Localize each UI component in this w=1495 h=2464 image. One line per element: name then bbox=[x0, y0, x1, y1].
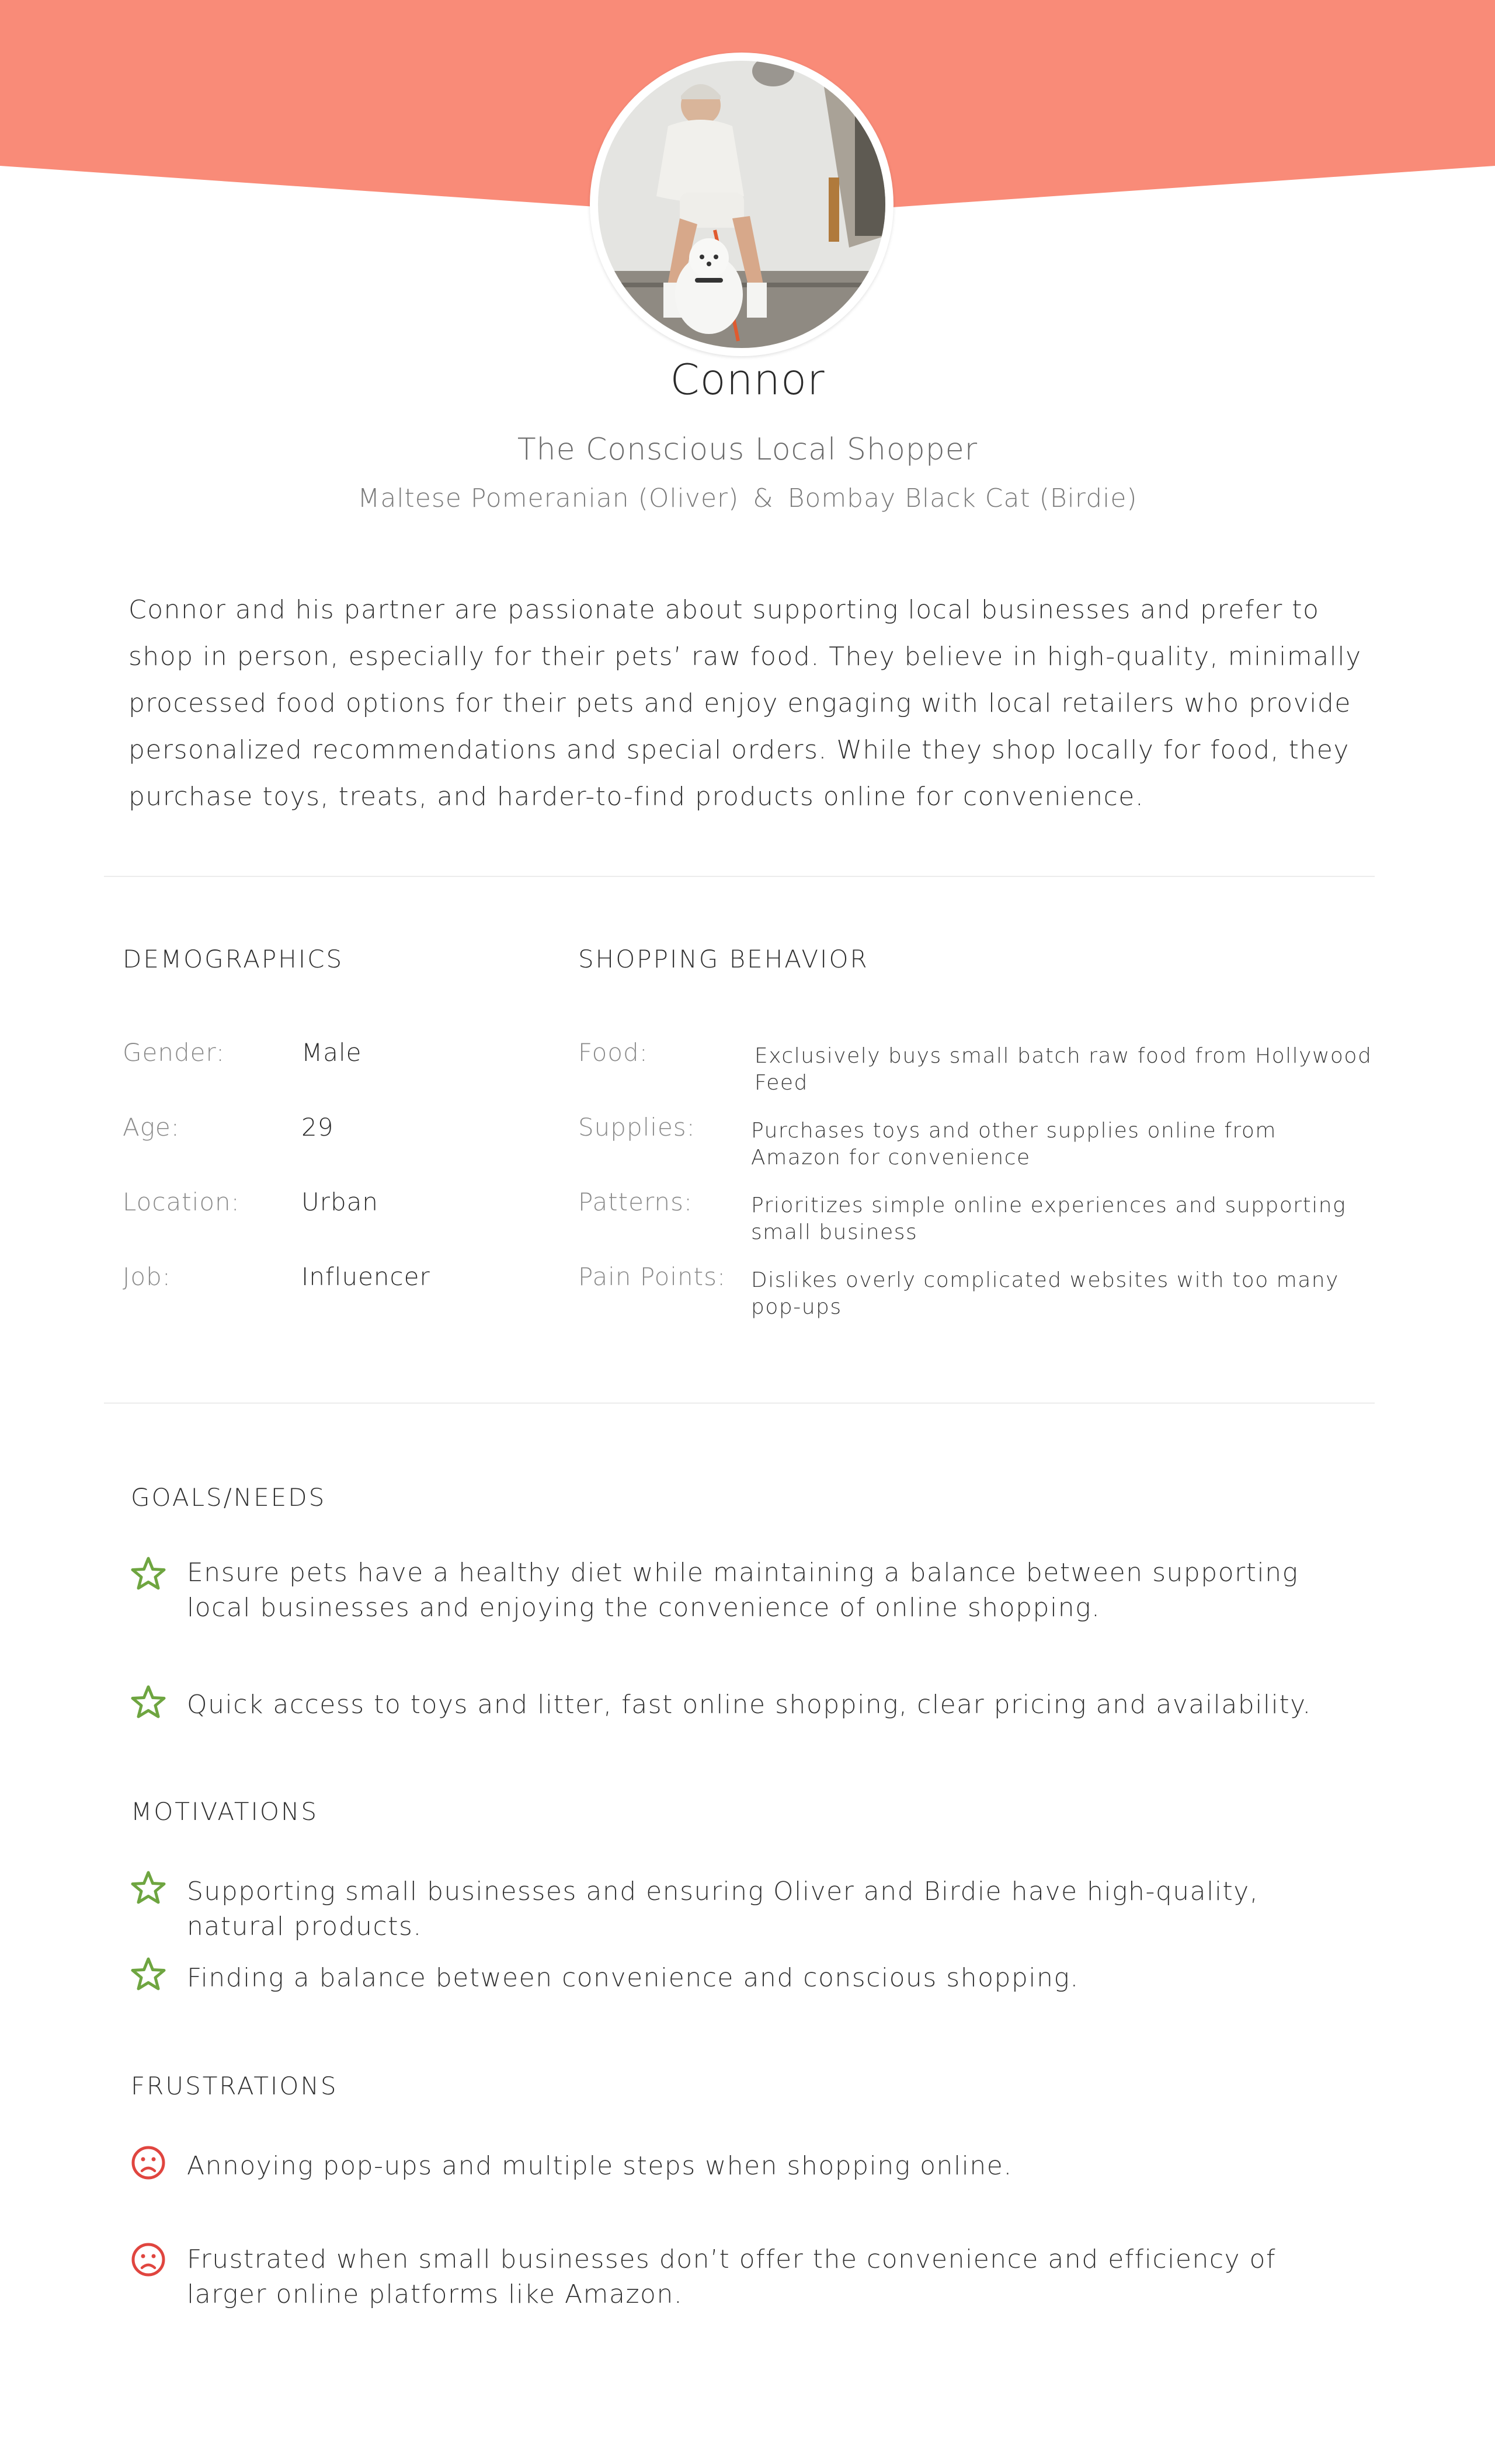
motivations-heading: MOTIVATIONS bbox=[131, 1797, 319, 1826]
frustration-item: Annoying pop-ups and multiple steps when shopping online. bbox=[187, 2151, 1013, 2181]
frustration-item: Frustrated when small businesses don’t offer the convenience and efficiency of larger online platforms like Amazon. bbox=[187, 2244, 1276, 2309]
demographics-value-location: Urban bbox=[301, 1188, 379, 1216]
behavior-value-supplies: Purchases toys and other supplies online from Amazon for convenience bbox=[751, 1119, 1277, 1170]
divider bbox=[104, 876, 1375, 877]
persona-title: The Conscious Local Shopper bbox=[517, 432, 978, 467]
behavior-value-food: Exclusively buys small batch raw food from Hollywood Feed bbox=[755, 1044, 1372, 1095]
avatar-photo bbox=[598, 61, 885, 348]
behavior-label-supplies: Supplies: bbox=[578, 1113, 696, 1141]
sad-face-icon bbox=[130, 2241, 167, 2278]
pet-one: Maltese Pomeranian (Oliver) bbox=[357, 483, 739, 513]
pet-separator: & bbox=[753, 483, 774, 513]
persona-bio: Connor and his partner are passionate about supporting local businesses and prefer to shop in person, especially for their pets’ raw food. They believe in high-quality, minimally processed food options for their pets and enjoy engaging with local retailers who provide personalized recommendations and special orders. While they shop locally for food, they purchase toys, treats, and harder-to-find products online for convenience. bbox=[128, 595, 1362, 812]
demographics-label-age: Age: bbox=[123, 1113, 180, 1141]
goal-item: Ensure pets have a healthy diet while maintaining a balance between supporting local businesses and enjoying the convenience of online shopping. bbox=[187, 1558, 1299, 1623]
demographics-value-gender: Male bbox=[301, 1038, 362, 1067]
frustrations-heading: FRUSTRATIONS bbox=[131, 2072, 338, 2100]
demographics-heading: DEMOGRAPHICS bbox=[123, 945, 344, 973]
shopping-behavior-heading: SHOPPING BEHAVIOR bbox=[578, 945, 869, 973]
behavior-value-pain-points: Dislikes overly complicated websites with too many pop-ups bbox=[751, 1268, 1339, 1319]
goal-item: Quick access to toys and litter, fast online shopping, clear pricing and availability. bbox=[187, 1690, 1312, 1720]
persona-name: Connor bbox=[670, 355, 825, 404]
star-icon bbox=[130, 1555, 167, 1593]
star-icon bbox=[130, 1684, 167, 1721]
star-icon bbox=[130, 1870, 167, 1907]
sad-face-icon bbox=[130, 2144, 167, 2181]
pet-two: Bombay Black Cat (Birdie) bbox=[787, 483, 1138, 513]
motivation-item: Finding a balance between convenience and conscious shopping. bbox=[187, 1963, 1079, 1993]
divider bbox=[104, 1402, 1375, 1404]
motivation-item: Supporting small businesses and ensuring Oliver and Birdie have high-quality, natural products. bbox=[187, 1877, 1259, 1941]
behavior-value-patterns: Prioritizes simple online experiences and supporting small business bbox=[751, 1193, 1347, 1244]
goals-heading: GOALS/NEEDS bbox=[131, 1483, 326, 1512]
behavior-label-food: Food: bbox=[578, 1038, 648, 1067]
demographics-label-location: Location: bbox=[123, 1188, 240, 1216]
demographics-label-gender: Gender: bbox=[123, 1038, 225, 1067]
pets-line bbox=[0, 483, 1495, 513]
behavior-label-pain-points: Pain Points: bbox=[578, 1262, 726, 1291]
avatar bbox=[598, 61, 885, 348]
demographics-label-job: Job: bbox=[123, 1262, 171, 1291]
behavior-label-patterns: Patterns: bbox=[578, 1188, 693, 1216]
demographics-value-job: Influencer bbox=[301, 1262, 430, 1291]
star-icon bbox=[130, 1956, 167, 1993]
demographics-value-age: 29 bbox=[301, 1113, 334, 1141]
